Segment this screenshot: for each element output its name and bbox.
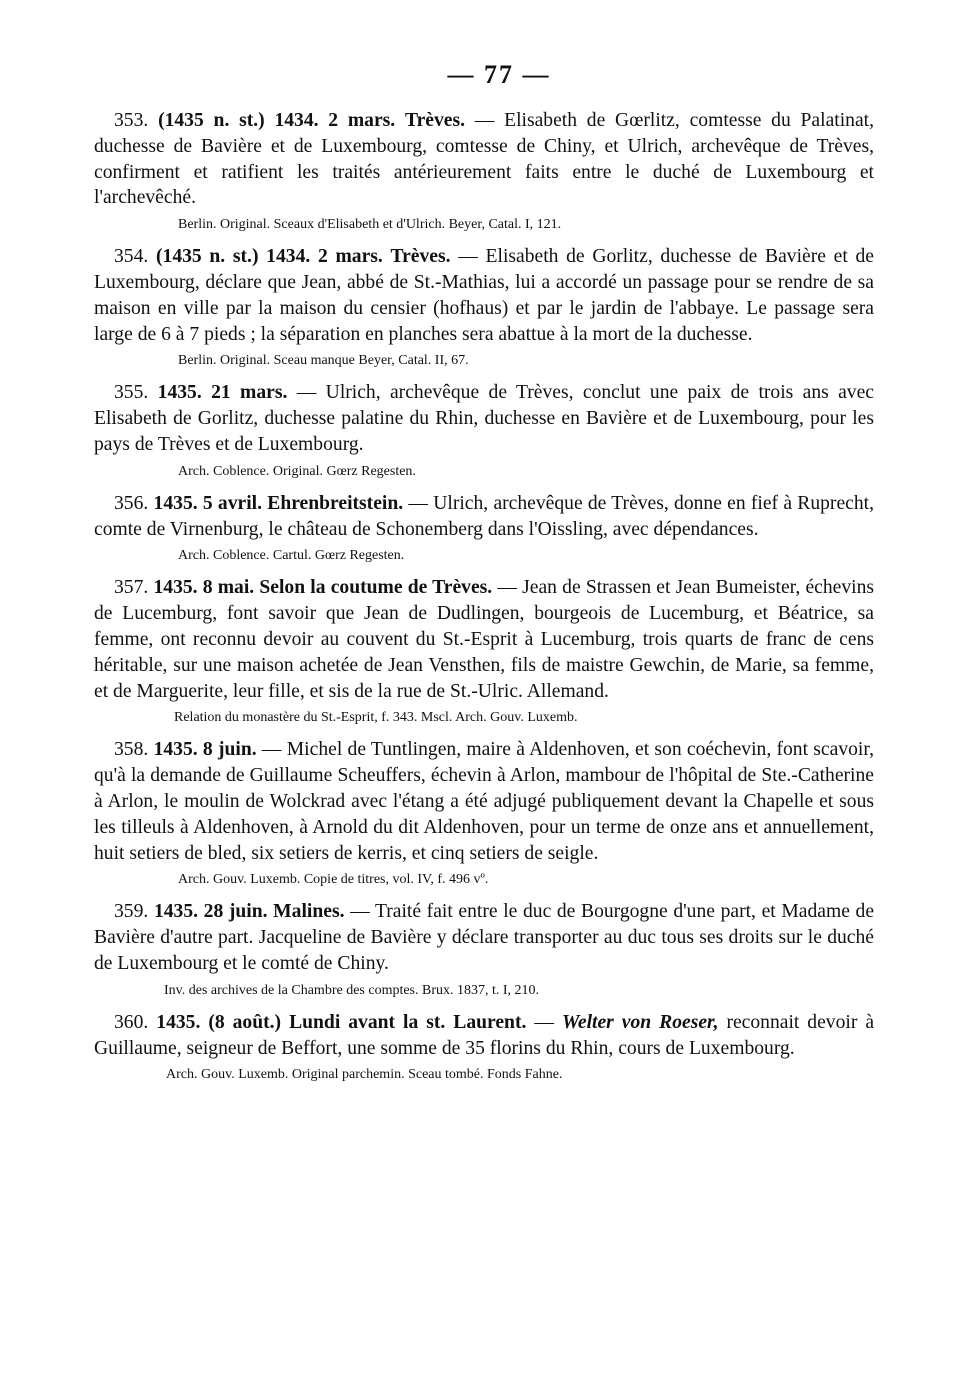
entry-body: — Traité fait entre le duc de Bourgogne d'une part, et Madame de Bavière d'autre part. Jacqueline de Bavière y déclare transporter au duc tous ses droits sur le duché de Luxembourg et le comté de Chiny. [94,901,875,974]
entry-body: — Elisabeth de Gorlitz, duchesse de Bavière et de Luxembourg, déclare que Jean, abbé de St.-Mathias, lui a accordé un passage pour se rendre de sa maison en ville par la maison du censier (hofhaus) et par le jardin de l'abbaye. Le passage sera large de 6 à 7 pieds ; la séparation en planches sera abattue à la mort de la duchesse. [94,246,874,345]
entry-360 [94,1010,874,1086]
entry-place: Malines. [273,901,345,923]
entry-body: — Michel de Tuntlingen, maire à Aldenhoven, et son coéchevin, font scavoir, qu'à la demande de Guillaume Scheuffers, échevin à Arlon, mambour de l'hôpital de Ste.-Catherine à Arlon, le moulin de Wolckrad avec l'étang a été adjugé publiquement devant la Chapelle et sous les tilleuls à Aldenhoven, à Arnold du dit Aldenhoven, pour un terme de onze ans et annuellement, huit setiers de bled, six setiers de kerris, et cinq setiers de seigle. [94,739,875,864]
entry-person-italic: Welter von Roeser, [561,1011,719,1033]
entry-358 [94,737,874,890]
entry-date: 1435. 5 avril. [153,492,262,514]
entry-355 [94,380,874,481]
entry-place: Selon la coutume de Trèves. [259,577,493,599]
entry-body-prefix: — [534,1011,562,1033]
page-number: — 77 — [447,60,551,89]
entry-body: — Ulrich, archevêque de Trèves, conclut une paix de trois ans avec Elisabeth de Gorlitz, duchesse palatine du Rhin, duchesse en Bavière et de Luxembourg, pour les pays de Trèves et de Luxembourg. [94,382,874,455]
entry-date: (1435 n. st.) 1434. 2 mars. [156,246,383,268]
entry-number: 360. [114,1011,149,1033]
entry-353 [94,108,874,235]
entry-number: 356. [114,492,149,514]
entry-354 [94,244,874,371]
entry-place: Trèves. [404,110,465,131]
entry-number: 359. [114,901,149,923]
entry-date: 1435. 8 juin. [153,739,257,761]
entry-body: — Jean de Strassen et Jean Bumeister, échevins de Lucemburg, font savoir que Jean de Dudlingen, bourgeois de Lucemburg, et Béatrice, sa femme, ont reconnu devoir au couvent du St.-Esprit à Lucemburg, trois quarts de franc de cens héritable, sur une maison achetée de Jean Vensthen, fils de maistre Gewchin, de Marie, sa femme, et de Marguerite, leur fille, et sis de la rue de St.-Ulric. Allemand. [94,577,875,702]
entry-source: Arch. Gouv. Luxemb. Original parchemin. Sceau tombé. Fonds Fahne. [166,1067,563,1083]
entry-body: — Ulrich, archevêque de Trèves, donne en fief à Ruprecht, comte de Virnenburg, le château de Schonemberg dans l'Oissling, avec dépendances. [94,492,874,540]
entry-date: 1435. 28 juin. [153,901,268,923]
entry-357 [94,575,874,728]
entry-number: 358. [114,739,149,761]
entry-place: Lundi avant la st. Laurent. [289,1011,527,1033]
entry-source: Relation du monastère du St.-Esprit, f. 343. Mscl. Arch. Gouv. Luxemb. [174,710,578,726]
entry-source: Arch. Coblence. Original. Gœrz Regesten. [178,463,416,479]
entry-number: 357. [114,577,149,599]
entry-number: 353. [114,110,149,131]
entry-date: (1435 n. st.) 1434. 2 mars. [158,110,396,131]
entry-place: Trèves. [390,246,451,268]
entry-359 [94,899,874,1000]
entry-number: 355. [114,382,149,404]
entry-number: 354. [114,246,149,268]
entry-source: Berlin. Original. Sceau manque Beyer, Catal. II, 67. [178,353,469,369]
entry-body: reconnait devoir à Guillaume, seigneur de Beffort, une somme de 35 florins du Rhin, cours de Luxembourg. [94,1011,875,1059]
entry-356 [94,491,874,567]
entry-source: Arch. Coblence. Cartul. Gœrz Regesten. [178,548,405,564]
entry-place: Ehrenbreitstein. [267,492,404,514]
entry-source: Berlin. Original. Sceaux d'Elisabeth et d'Ulrich. Beyer, Catal. I, 121. [178,217,562,233]
entry-source: Inv. des archives de la Chambre des comptes. Brux. 1837, t. I, 210. [164,982,540,998]
entry-date: 1435. 8 mai. [153,577,255,599]
entry-source: Arch. Gouv. Luxemb. Copie de titres, vol. IV, f. 496 vº. [178,872,489,888]
entry-date: 1435. (8 août.) [156,1011,282,1033]
entry-date: 1435. 21 mars. [157,382,288,404]
entry-body: — Elisabeth de Gœrlitz, comtesse du Palatinat, duchesse de Bavière et de Luxembourg, comtesse de Chiny, et Ulrich, archevêque de Trèves, confirment et ratifient les traités antérieurement faits entre le duché de Luxembourg et l'archevêché. [94,110,874,209]
